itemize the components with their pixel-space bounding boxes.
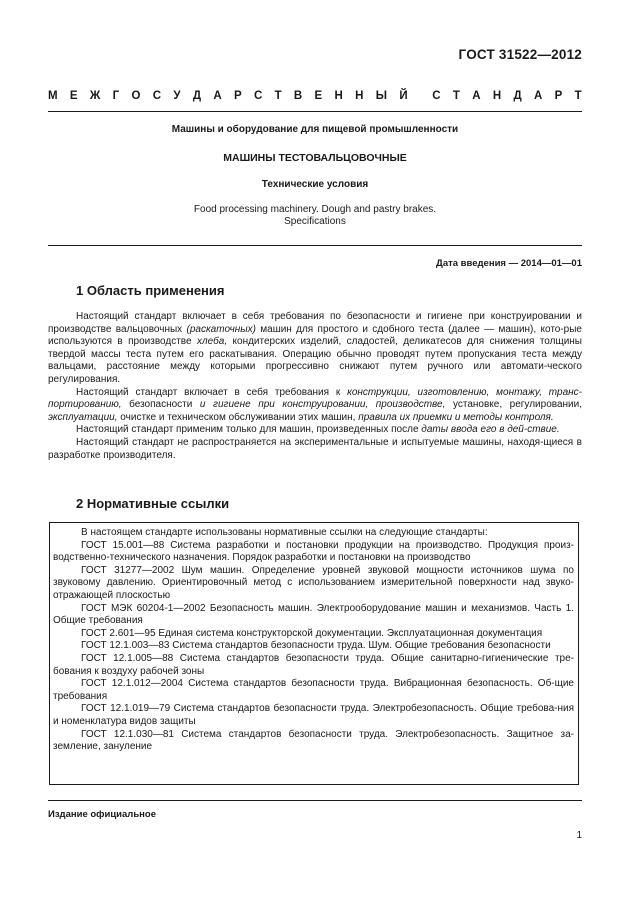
english-title [48,204,582,228]
banner-letter: А [472,90,481,102]
banner-letter: М [48,90,58,102]
banner-letter: С [253,90,263,102]
paragraph: Настоящий стандарт включает в себя требования к конструкции, изготовлению, монтажу, транс-портированию, безопасности и гигиене при конструировании, производстве, установке, регулировании, эксплуатации, очистке и техническом обслуживании этих машин, правила их приемки и методы контроля. [48,386,582,423]
header-divider [48,111,582,112]
page-number: 1 [576,830,582,841]
reference-item: ГОСТ 12.1.005—88 Система стандартов безопасности труда. Общие санитарно-гигиенические тре-бования к воздуху рабочей зоны [53,652,574,677]
banner-letter: Н [334,90,343,102]
paragraph: Настоящий стандарт применим только для машин, произведенных после даты ввода его в дей-ствие. [76,424,560,436]
gost-number: ГОСТ 31522—2012 [458,47,582,62]
reference-item: ГОСТ 12.1.012—2004 Система стандартов безопасности труда. Вибрационная безопасность. Об-щие требования [53,678,574,702]
official-edition-label: Издание официальное [48,809,156,820]
interstate-standard-banner [48,90,582,102]
footer-divider [48,800,582,801]
banner-letter: Т [452,90,460,102]
english-title-line: Food processing machinery. Dough and pastry brakes. [193,204,437,215]
banner-letter: У [173,90,181,102]
banner-letter: О [131,90,141,102]
section-heading-scope: 1 Область применения [76,283,225,298]
reference-item: ГОСТ 31277—2002 Шум машин. Определение уровней звуковой мощности источников шума по звуковому давлению. Ориентировочный метод с использованием измерительной поверхности над звуко-отражающей плоскостью [53,564,574,601]
banner-letter: В [293,90,303,102]
reference-item: ГОСТ 12.1.019—79 Система стандартов безопасности труда. Электробезопасность. Общие требова-ния и номенклатура видов защиты [53,703,574,727]
paragraph: Настоящий стандарт включает в себя требования по безопасности и гигиене при конструировании и производстве вальцовочных (раскаточных) машин для простого и сдобного теста (далее — машин), кото-рые используются в производстве хлеба, кондитерских изделий, сладостей, деликатесов для снижения толщины твердой массы теста путем его раскатывания. Операцию обычно проводят путем пропускания теста между вальцами, расстояние между которыми прогрессивно снижают путем ручного или автомати-ческого регулирования. [48,311,582,385]
banner-letter: Д [513,90,522,102]
banner-letter: Н [355,90,364,102]
banner-letter: Н [492,90,502,102]
english-title-line: Specifications [284,216,346,227]
banner-letter: Е [69,90,78,102]
banner-letter: Ж [89,90,101,102]
banner-letter: А [213,90,222,102]
reference-item: ГОСТ 12.1.030—81 Система стандартов безопасности труда. Электробезопасность. Защитное за-земление, зануление [53,728,574,753]
banner-letter: Ы [375,90,388,102]
banner-letter: Й [399,90,408,102]
reference-item: ГОСТ 15.001—88 Система разработки и постановки продукции на производство. Продукция произ-водственно-технического назначения. Порядок разработки и постановки на производство [53,539,574,564]
banner-letter: Д [192,90,202,102]
normative-references-box [49,522,579,785]
banner-letter: Е [314,90,323,102]
banner-letter: Г [112,90,120,102]
reference-item: ГОСТ 2.601—95 Единая система конструкторской документации. Эксплуатационная документация [81,627,543,639]
banner-letter: С [432,90,441,102]
banner-letter: Р [554,90,563,102]
banner-letter: А [533,90,543,102]
references-intro: В настоящем стандарте использованы нормативные ссылки на следующие стандарты: [81,527,488,538]
banner-letter: Т [274,90,282,102]
reference-item: ГОСТ 12.1.003—83 Система стандартов безопасности труда. Шум. Общие требования безопасности [81,640,551,652]
standard-subtitle: Технические условия [261,179,369,190]
standard-name-title: МАШИНЫ ТЕСТОВАЛЬЦОВОЧНЫЕ [223,152,407,164]
banner-letter: С [152,90,162,102]
title-divider [48,245,582,246]
reference-item: ГОСТ МЭК 60204-1—2002 Безопасность машин. Электрооборудование машин и механизмов. Часть 1. Общие требования [53,602,574,627]
standard-group-title: Машины и оборудование для пищевой промышленности [171,124,459,135]
introduction-date: Дата введения — 2014—01—01 [436,258,582,269]
paragraph: Настоящий стандарт не распространяется на экспериментальные и испытуемые машины, находя-щиеся в разработке производителя. [48,436,582,461]
section-heading-references: 2 Нормативные ссылки [76,496,230,511]
banner-letter: Р [233,90,242,102]
banner-letter: Т [574,90,582,102]
scope-section-body [48,311,582,462]
